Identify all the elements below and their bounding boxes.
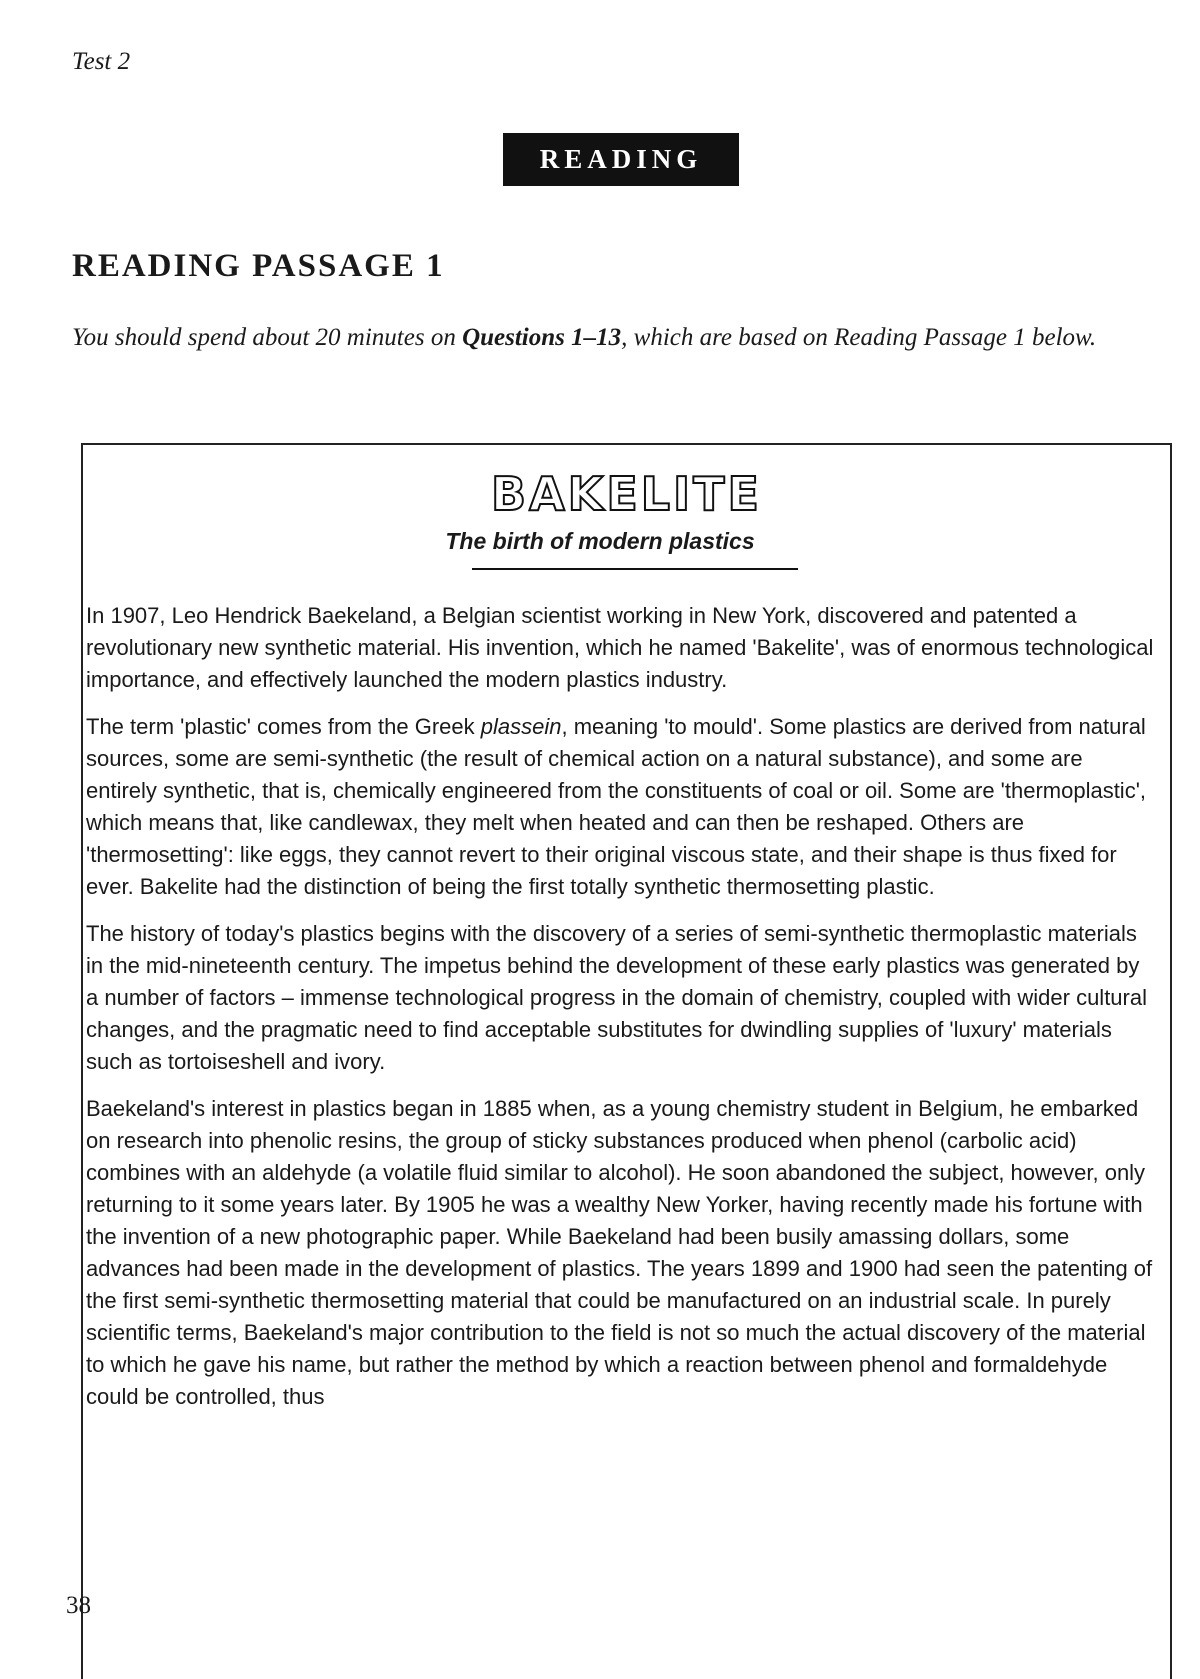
paragraph-1: In 1907, Leo Hendrick Baekeland, a Belgian scientist working in New York, discovered and patented a revolutionary new synthetic material. His invention, which he named 'Bakelite', was of enormous technological importance, and effectively launched the modern plastics industry. <box>86 603 1154 692</box>
paragraph-2-text-after: , meaning 'to mould'. Some plastics are derived from natural sources, some are semi-synthetic (the result of chemical action on a natural substance), and some are entirely synthetic, that is, chemically engineered from the constituents of coal or oil. Some are 'thermoplastic', which means that, like candlewax, they melt when heated and can then be reshaped. Others are 'thermosetting': like eggs, they cannot revert to their original viscous state, and their shape is thus fixed for ever. Bakelite had the distinction of being the first totally synthetic thermosetting plastic. <box>86 714 1147 899</box>
instructions-text-before: You should spend about 20 minutes on <box>72 324 463 351</box>
subtitle-rule <box>472 568 798 570</box>
passage-body <box>86 600 1156 1428</box>
paragraph-2-text-before: The term 'plastic' comes from the Greek <box>86 714 481 739</box>
paragraph-2 <box>86 711 1156 903</box>
section-banner: READING <box>503 133 739 186</box>
paragraph-2-term: plassein <box>480 714 562 739</box>
instructions-questions: Questions 1–13 <box>462 324 622 351</box>
instructions <box>72 322 1152 353</box>
passage-title: BAKELITE <box>491 467 762 521</box>
paragraph-4: Baekeland's interest in plastics began in 1885 when, as a young chemistry student in Belgium, he embarked on research into phenolic resins, the group of sticky substances produced when phenol (carbolic acid) combines with an aldehyde (a volatile fluid similar to alcohol). He soon abandoned the subject, however, only returning to it some years later. By 1905 he was a wealthy New Yorker, having recently made his fortune with the invention of a new photographic paper. While Baekeland had been busily amassing dollars, some advances had been made in the development of plastics. The years 1899 and 1900 had seen the patenting of the first semi-synthetic thermosetting material that could be manufactured on an industrial scale. In purely scientific terms, Baekeland's major contribution to the field is not so much the actual discovery of the material to which he gave his name, but rather the method by which a reaction between phenol and formaldehyde could be controlled, thus <box>86 1096 1153 1409</box>
passage-heading: READING PASSAGE 1 <box>72 248 445 284</box>
running-head: Test 2 <box>72 48 131 75</box>
paragraph-3: The history of today's plastics begins with the discovery of a series of semi-synthetic thermoplastic materials in the mid-nineteenth century. The impetus behind the development of these early plastics was generated by a number of factors – immense technological progress in the domain of chemistry, coupled with wider cultural changes, and the pragmatic need to find acceptable substitutes for dwindling supplies of 'luxury' materials such as tortoiseshell and ivory. <box>86 921 1147 1074</box>
instructions-text-after: , which are based on Reading Passage 1 below. <box>621 324 1097 351</box>
page-number: 38 <box>66 1592 91 1619</box>
passage-subtitle: The birth of modern plastics <box>445 528 755 554</box>
